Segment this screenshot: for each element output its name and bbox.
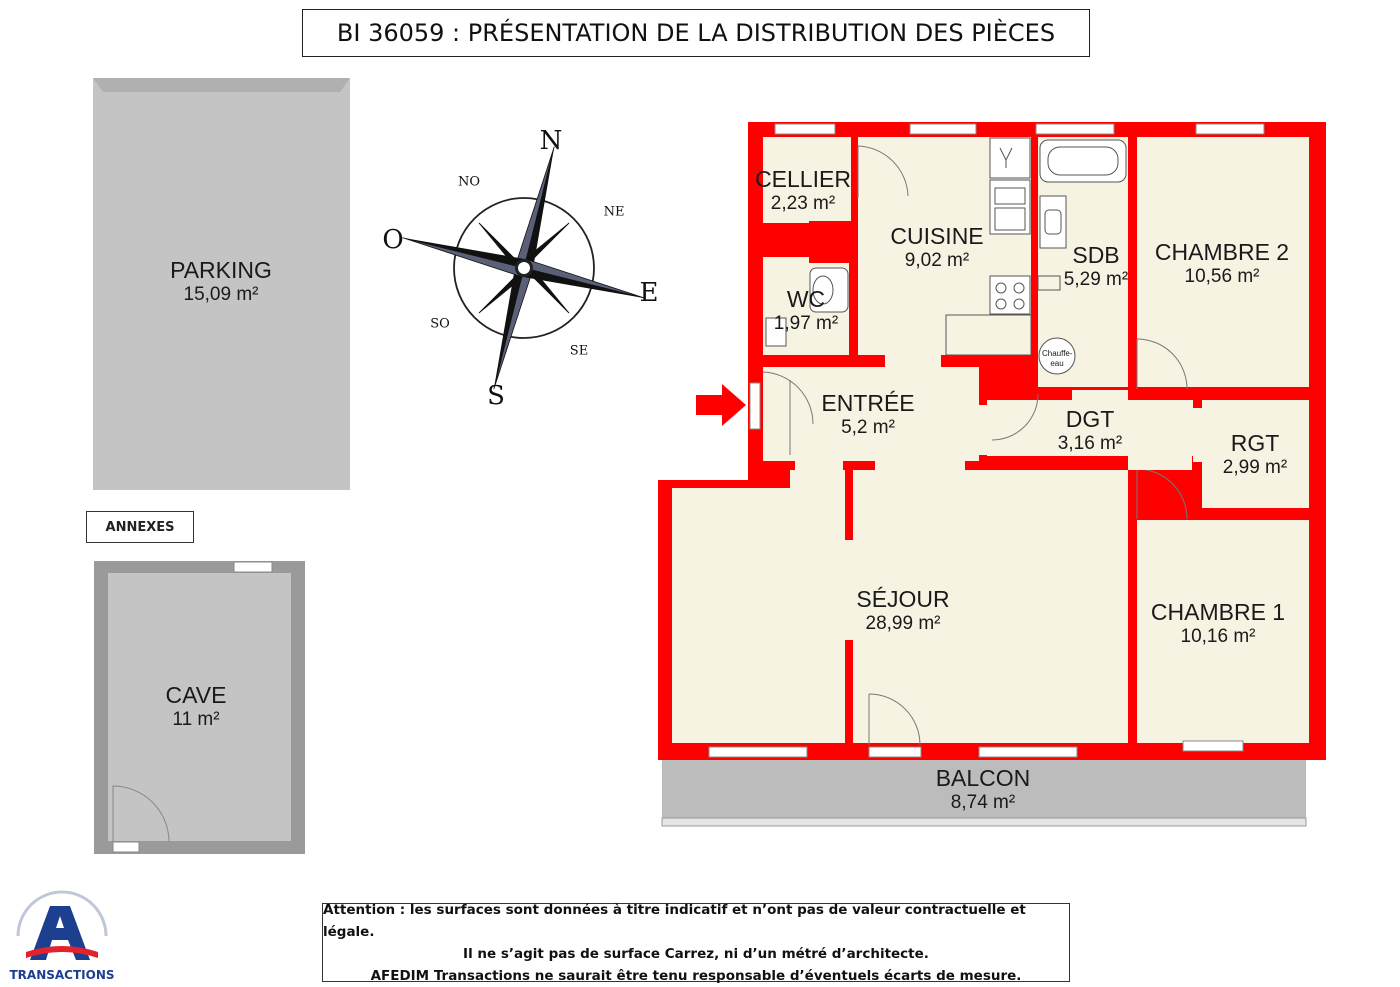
annexes-label-text: ANNEXES [105, 519, 175, 535]
room-entree-area: 5,2 m² [841, 417, 895, 438]
room-sejour-area: 28,99 m² [865, 613, 941, 634]
compass-south-label: S [487, 381, 505, 411]
compass-north-label: N [539, 126, 563, 156]
room-cuisine-name: CUISINE [890, 223, 984, 249]
room-dgt [1058, 408, 1122, 453]
compass-southeast-label: SE [569, 343, 589, 359]
compass-east-label: E [639, 278, 659, 308]
room-parking [170, 259, 272, 304]
room-entree-name: ENTRÉE [821, 390, 915, 416]
room-dgt-area: 3,16 m² [1057, 433, 1123, 454]
room-wc [774, 288, 838, 333]
room-chambre-2-area: 10,56 m² [1184, 266, 1260, 287]
room-balcon-area: 8,74 m² [950, 792, 1016, 813]
compass-northwest-label: NO [457, 174, 481, 190]
room-rgt [1223, 432, 1287, 477]
room-chambre-2 [1155, 241, 1289, 286]
compass-rose-icon [372, 116, 675, 419]
room-sejour [856, 588, 949, 633]
disclaimer-line-3: AFEDIM Transactions ne saurait être tenu responsable d’éventuels écarts de mesure. [370, 967, 1022, 984]
room-wc-name: WC [786, 286, 826, 312]
room-chambre-2-name: CHAMBRE 2 [1154, 239, 1290, 265]
page-title-text: BI 36059 : PRÉSENTATION DE LA DISTRIBUTION DES PIÈCES [336, 19, 1056, 47]
room-balcon-name: BALCON [935, 765, 1031, 791]
room-wc-area: 1,97 m² [773, 313, 839, 334]
room-cave [166, 684, 227, 729]
room-chambre-1 [1151, 601, 1285, 646]
room-sdb-area: 5,29 m² [1063, 269, 1129, 290]
room-entree [821, 392, 914, 437]
disclaimer-line-1: Attention : les surfaces sont données à titre indicatif et n’ont pas de valeur contractuelle et légale. [323, 901, 1026, 940]
room-balcon [936, 767, 1031, 812]
room-parking-area: 15,09 m² [183, 284, 259, 305]
room-cave-name: CAVE [165, 682, 227, 708]
compass-southwest-label: SO [430, 316, 450, 332]
room-chambre-1-area: 10,16 m² [1180, 626, 1256, 647]
annexes-label [86, 511, 194, 543]
room-cuisine [890, 225, 983, 270]
room-cellier [755, 168, 851, 213]
disclaimer-line-2: Il ne s’agit pas de surface Carrez, ni d’un métré d’architecte. [463, 945, 929, 962]
room-cave-area: 11 m² [172, 709, 220, 730]
room-chambre-1-name: CHAMBRE 1 [1150, 599, 1286, 625]
logo-text: TRANSACTIONS [9, 968, 115, 982]
room-rgt-name: RGT [1230, 430, 1280, 456]
room-dgt-name: DGT [1065, 406, 1115, 432]
room-sdb-name: SDB [1072, 242, 1120, 268]
compass-northeast-label: NE [603, 204, 625, 220]
room-rgt-area: 2,99 m² [1222, 457, 1288, 478]
room-cellier-name: CELLIER [755, 166, 851, 192]
room-sejour-name: SÉJOUR [856, 586, 950, 612]
compass-west-label: O [382, 225, 404, 255]
chauffe-eau-label: Chauffe-eau [1042, 349, 1073, 368]
room-cuisine-area: 9,02 m² [904, 250, 970, 271]
room-cellier-area: 2,23 m² [770, 193, 836, 214]
room-sdb [1064, 244, 1128, 289]
room-parking-name: PARKING [170, 257, 272, 283]
disclaimer-notice [322, 903, 1070, 982]
entrance-arrow-icon [696, 384, 746, 426]
